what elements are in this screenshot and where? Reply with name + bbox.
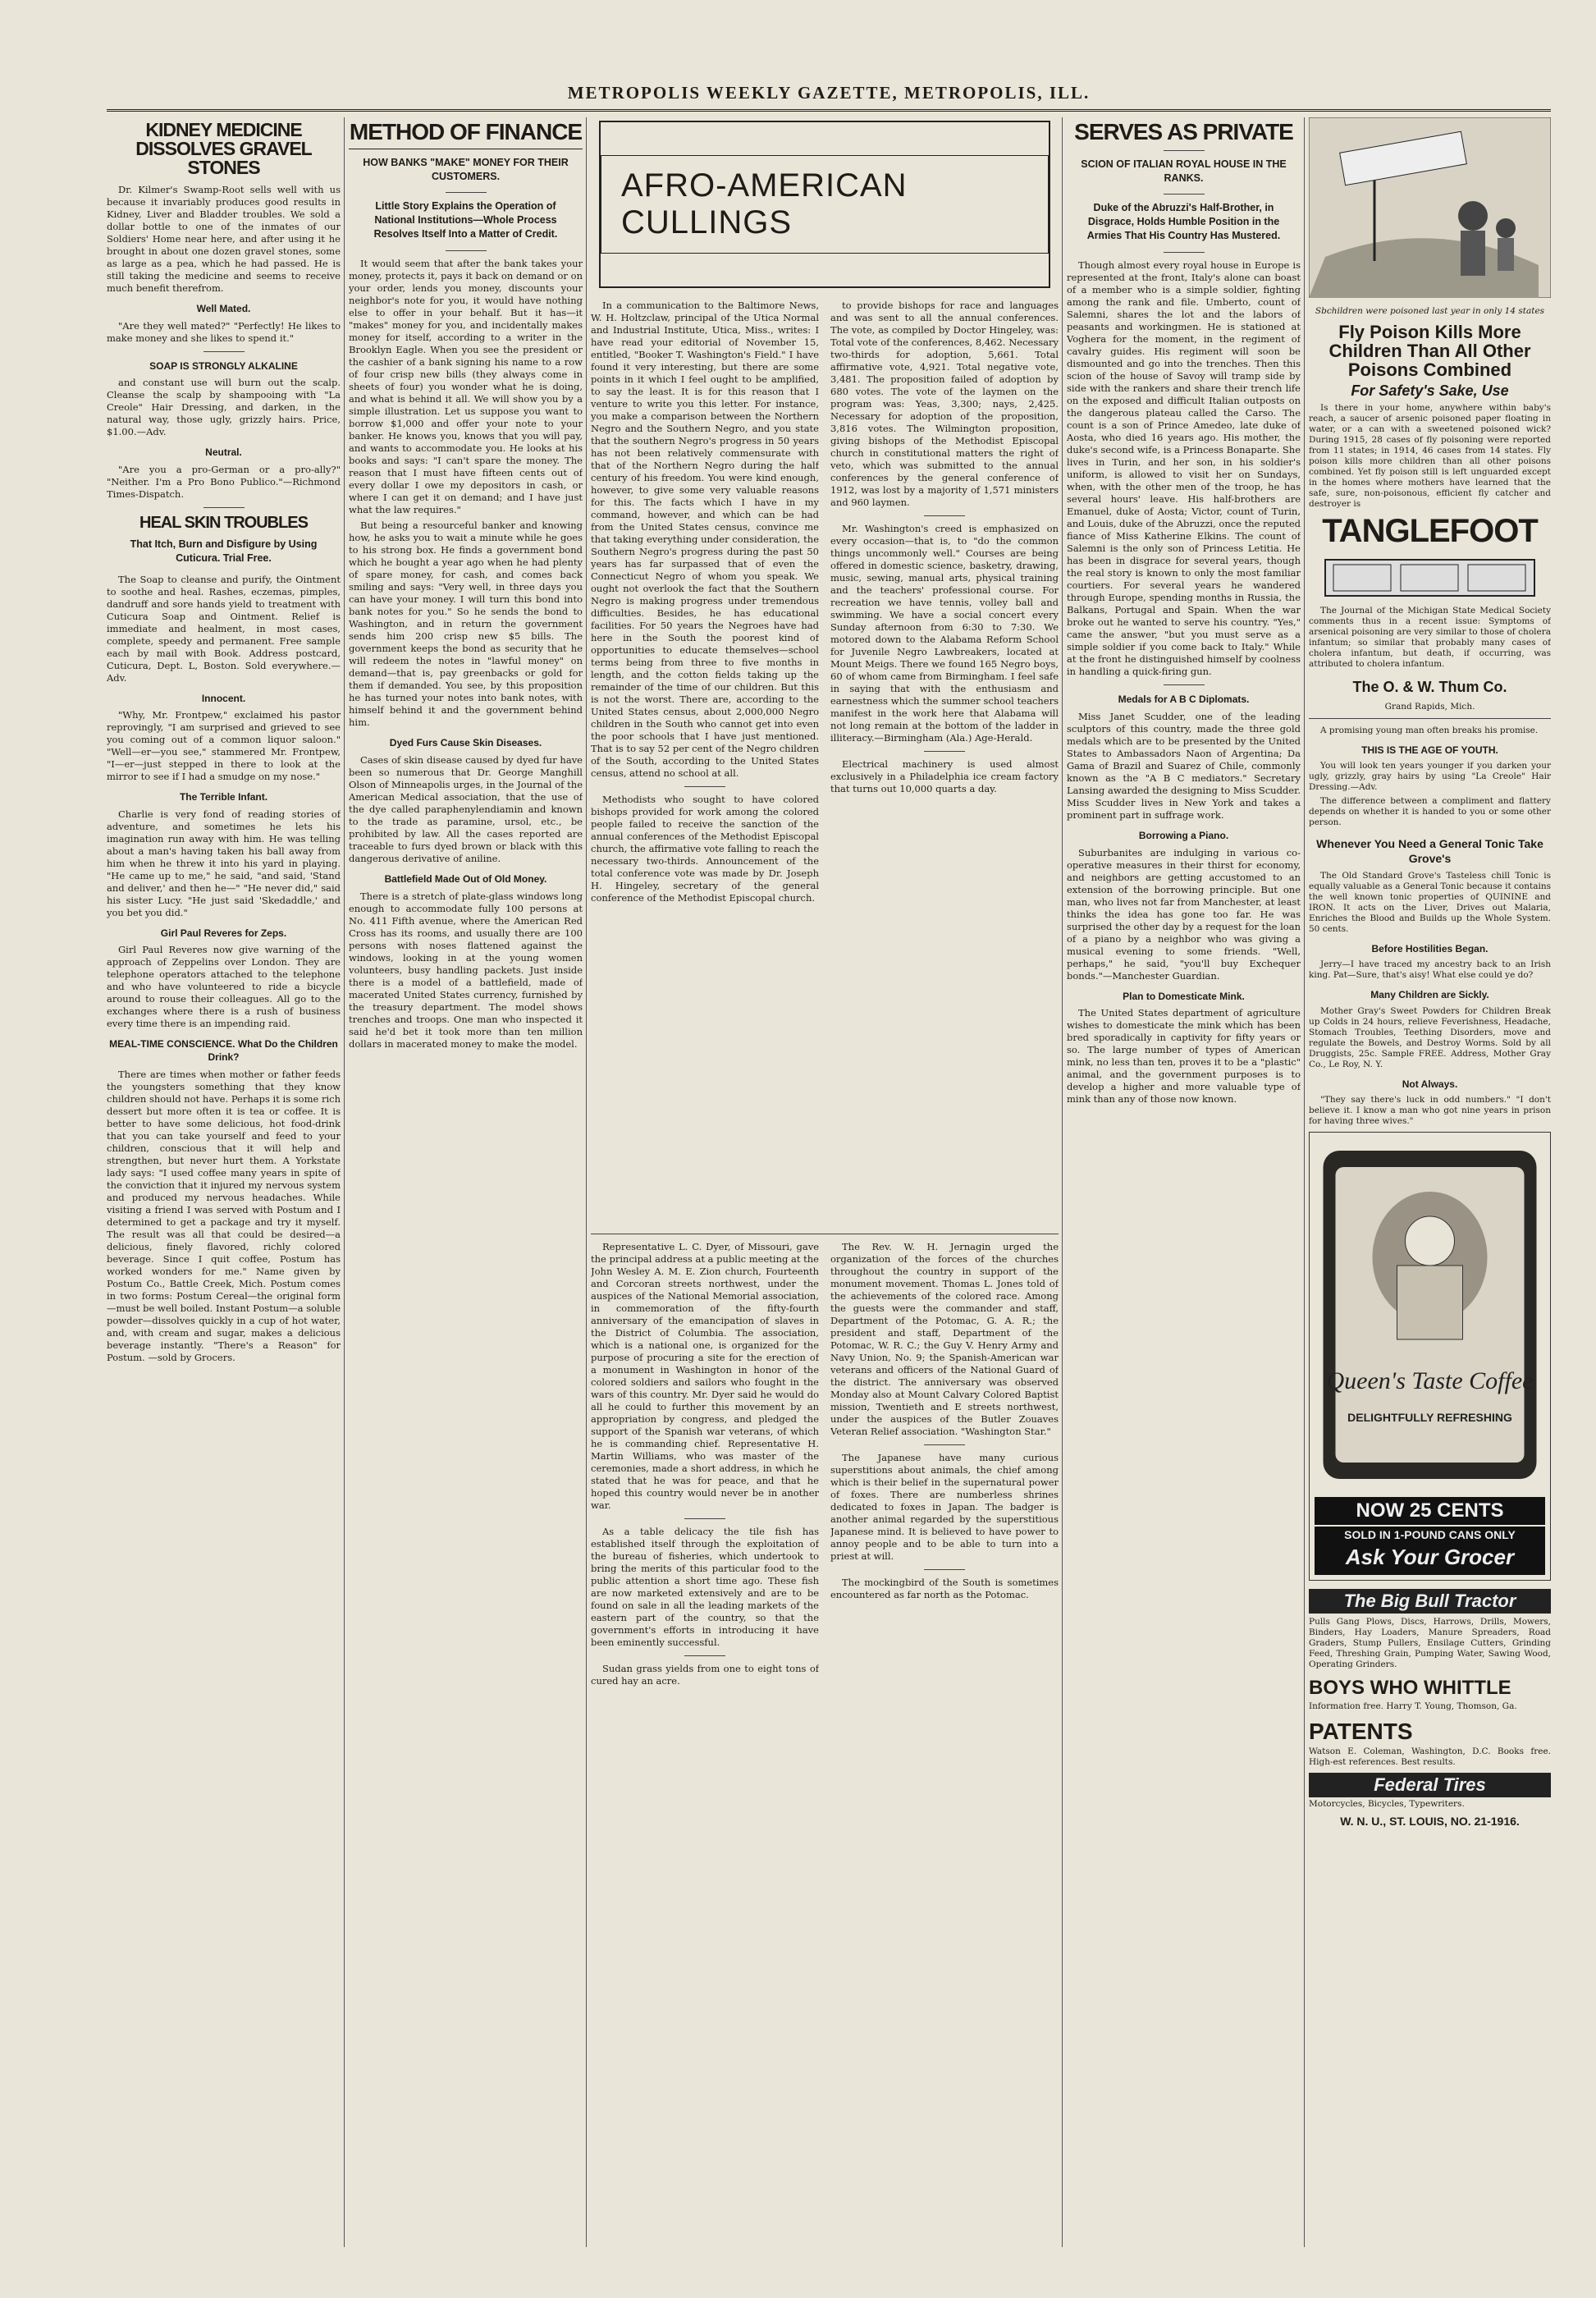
cullings-bottom-right-3: The mockingbird of the South is sometimes encountered as far north as the Potomac. <box>830 1577 1059 1600</box>
finance-deck: Little Story Explains the Operation of National Institutions—Whole Process Resolves Itself Into a Matter of Credit. <box>373 199 558 240</box>
kidney-headline: KIDNEY MEDICINE DISSOLVES GRAVEL STONES <box>135 119 312 178</box>
divider <box>924 1444 965 1445</box>
mink-text: The United States department of agriculture wishes to domesticate the mink which has been bred sporadically in captivity for fifty years or so. The large number of types of American mink, no less than ten, proves it to be a "plastic" animal, and the government purposes is to develop a higher and more valuable type of mink than any of those now known. <box>1067 1007 1301 1106</box>
battlefield-heading: Battlefield Made Out of Old Money. <box>384 872 547 885</box>
cullings-bottom-left-1: Representative L. C. Dyer, of Missouri, gave the principal address at a public meeting at the John Wesley A. M. E. Zion church, Fourteenth and Corcoran streets northwest, under the auspices of the National Memorial association, in commemoration of the fifty-fourth anniversary of the emancipation of slaves in the District of Columbia. The association, which is a national one, is organized for the purpose of procuring a site for the erection of a monument in Washington in honor of the colored soldiers and sailors who fought in the wars of this country. Mr. Dyer said he would do all he could to further this movement by an appropriation by congress, and pledged the support of the Spanish war veterans, of which he is commanding chief. Representative H. Martin Williams, who was master of the ceremonies, made a short address, in which he stated that he was for peace, and that he hoped this country would never be in another war. <box>591 1241 819 1511</box>
neutral-heading: Neutral. <box>205 446 242 459</box>
divider <box>446 192 487 193</box>
furs-text: Cases of skin disease caused by dyed fur have been so numerous that Dr. George Manghill Olson of Minneapolis urges, in the Journal of the American Medical association, that the use of the dye called paraphenylendiamin and known to the trade as paramine, ursol, etc., be prohibited by law. All the cases reported are traceable to furs dyed brown or black with this dangerous derivative of aniline. <box>349 753 583 864</box>
heal-text: The Soap to cleanse and purify, the Ointment to soothe and heal. Rashes, eczemas, pimples, dandruff and sore hands yield to treatment with Cuticura Soap and Ointment. Relief is immediate and healment, in most cases, complete, speedy and permanent. Free sample each by mail with Book. Address postcard, Cuticura, Dept. L, Boston. Sold everywhere.—Adv. <box>107 573 341 684</box>
cullings-title: AFRO-AMERICAN CULLINGS <box>601 155 1049 254</box>
innocent-text: "Why, Mr. Frontpew," exclaimed his pastor reprovingly, "I am surprised and grieved to see you coming out of a common liquor saloon." "Well—er—you see," stammered Mr. Frontpew, "I—er—just stepped in there to look at the mirror to see if I had a smudge on my nose." <box>107 709 341 783</box>
cullings-right-2: Mr. Washington's creed is emphasized on every occasion—that is, to "do the common things uncommonly well." Courses are being offered in domestic science, basketry, drawing, music, sewing, manual arts, physical training and the teachers' professional course. For recreation we have tennis, volley ball and swimming. We have a social concert every Sunday afternoon from 6:30 to 7:30. We motored down to the Alabama Reform School for Juvenile Negro Lawbreakers, located at Mount Meigs. There we found 165 Negro boys, 60 of whom came from Birmingham. I feel safe in saying that with the enthusiasm and earnestness which the summer school teachers manifest in the work here that Alabama will not long remain at the bottom of the ladder in illiteracy.—Birmingham (Ala.) Age-Herald. <box>830 523 1059 744</box>
divider <box>446 250 487 251</box>
infant-text: Charlie is very fond of reading stories of adventure, and sometimes he lets his imagination run away with him. He was telling about a man's having taken his ball away from him when he threw it into his yard in playing. "He came up to me," he said, "and said, 'Stand and deliver,' and then he—" "He never did," said his sister Lucy. "He just said 'Skedaddle,' and you bet you did." <box>107 808 341 918</box>
innocent-heading: Innocent. <box>201 692 246 704</box>
piano-heading: Borrowing a Piano. <box>1138 829 1229 841</box>
column-rule <box>1062 117 1063 2247</box>
tonic-text: The Old Standard Grove's Tasteless chill Tonic is equally valuable as a General Tonic because it contains the well known tonic properties of QUININE and IRON. It acts on the Liver, Drives out Malaria, Enriches the Blood and Builds up the Whole System. 50 cents. <box>1309 870 1551 934</box>
bull-tractor-headline: The Big Bull Tractor <box>1309 1589 1551 1614</box>
soap-text: and constant use will burn out the scalp. Cleanse the scalp by shampooing with "La Creole" Hair Dressing, and darken, in the natural way, those ugly, grizzly hairs. Price, $1.00.—Adv. <box>107 377 341 438</box>
page-footer: W. N. U., ST. LOUIS, NO. 21-1916. <box>1340 1815 1520 1829</box>
coffee-ad <box>1309 1132 1551 1581</box>
fly-poison-illustration <box>1309 117 1551 298</box>
private-subhead: SCION OF ITALIAN ROYAL HOUSE IN THE RANKS. <box>1081 158 1287 184</box>
girl-heading: Girl Paul Reveres for Zeps. <box>160 927 287 939</box>
piano-text: Suburbanites are indulging in various co-operative measures in their thirst for economy, and neighbors are getting accustomed to an extension of the borrowing principle. But one man, who lives not far from Manchester, at least thinks the idea has gone too far. He was surprised the other day by a request for the loan of a piano by a neighbor who was giving a musical evening to some friends. "Well, perhaps," he said, "you'll buy Exchequer bonds."—Manchester Guardian. <box>1067 846 1301 982</box>
divider <box>924 1569 965 1570</box>
column-rule <box>344 117 345 2247</box>
bull-tractor-text: Pulls Gang Plows, Discs, Harrows, Drills, Mowers, Binders, Hay Loaders, Manure Spreaders, Road Graders, Stump Pullers, Ensilage Cutters, Grinding Feed, Threshing Grain, Pumping Water, Sawing Wood, Operating Grinders. <box>1309 1617 1551 1670</box>
soap-heading: SOAP IS STRONGLY ALKALINE <box>149 359 298 372</box>
battlefield-text: There is a stretch of plate-glass windows long enough to accommodate fully 100 persons at No. 411 Fifth avenue, where the American Red Cross has its rooms, and usually there are 100 persons with noses flattened against the windows, looking in at the young women volunteers, busy handling packets. Just inside there is a model of a battlefield, made of macerated United States currency, furnished by the treasury department. The model shows trenches and troops. One man who inspected it said he'd bet it took more than ten million dollars in macerated money to make the model. <box>349 890 583 1050</box>
promise-text: A promising young man often breaks his promise. <box>1320 725 1539 735</box>
always-heading: Not Always. <box>1402 1078 1458 1090</box>
coffee-ask-grocer: Ask Your Grocer <box>1315 1543 1545 1575</box>
divider <box>924 751 965 752</box>
masthead: METROPOLIS WEEKLY GAZETTE, METROPOLIS, ILL. <box>107 78 1551 112</box>
column-1 <box>107 117 341 2251</box>
sickly-heading: Many Children are Sickly. <box>1370 989 1489 1001</box>
journal-text: The Journal of the Michigan State Medical Society comments thus in a recent issue: Symptoms of arsenical poisoning are very similar to those of cholera infantum; so similar that probably many cases of cholera infantum, but death, if occurring, was attributed to cholera infantum. <box>1309 606 1551 670</box>
cullings-bottom-left-3: Sudan grass yields from one to eight tons of cured hay an acre. <box>591 1663 819 1687</box>
coffee-sold-info: SOLD IN 1-POUND CANS ONLY <box>1315 1527 1545 1543</box>
finance-text-2: But being a resourceful banker and knowing how, he asks you to wait a minute while he goes to his strong box. He finds a government bond which he bought a year ago when he had plenty of spare money, for cash, and comes back smiling and says: "Very well, in three days you can have your money. I will turn this bond into bank notes for you." So he sends the bond to Washington, and in return the government sends him 200 crisp new $5 bills. The government keeps the bond as security that he will redeem the notes in "lawful money" on demand—that is, pay greenbacks or gold for them if demanded. You see, by this proposition he has turned your notes into bank notes, with himself behind it and the government behind him. <box>349 520 583 729</box>
cullings-right-1: to provide bishops for race and languages and was sent to all the annual conferences. The vote, as compiled by Doctor Hingeley, was: Total vote of the conferences, 8,462. Necessary two-thirds for adoption, 5,661. Total affirmative vote, 4,921. Total negative vote, 3,481. The proposition failed of adoption by 680 votes. The vote of the laymen on the program was: Yeas, 3,300; nays, 2,425. Necessary for adoption of the proposition, 3,816 votes. The Wilmington proposition, giving bishops of the Methodist Episcopal church in constitutional matters the right of veto, which was submitted to the annual conferences by the general conference of 1912, was lost by a majority of 1,571 ministers and 960 laymen. <box>830 300 1059 508</box>
finance-subhead: HOW BANKS "MAKE" MONEY FOR THEIR CUSTOMERS. <box>363 157 569 182</box>
boys-whittle-text: Information free. Harry T. Young, Thomson, Ga. <box>1309 1701 1517 1712</box>
cullings-columns <box>591 300 1059 1227</box>
tonic-heading: Whenever You Need a General Tonic Take Grove's <box>1316 837 1543 866</box>
federal-tires-headline: Federal Tires <box>1309 1773 1551 1797</box>
sickly-text: Mother Gray's Sweet Powders for Children Break up Colds in 24 hours, relieve Feverishness, Headache, Stomach Troubles, Teething Disorders, move and regulate the Bowels, and Destroy Worms. Sold by all Druggists, 25c. Sample FREE. Address, Mother Gray Co., Le Roy, N. Y. <box>1309 1005 1551 1069</box>
divider <box>684 1655 725 1656</box>
cullings-bottom-right-2: The Japanese have many curious superstitions about animals, the chief among which is their belief in the supernatural power of foxes. There are numberless shrines dedicated to foxes in Japan. The badger is another animal regarded by the superstitious Japanese mind. It is believed to have power to annoy people and to be able to turn into a priest at will. <box>830 1452 1059 1562</box>
thum-company: The O. & W. Thum Co. <box>1352 679 1507 696</box>
divider <box>1309 718 1551 719</box>
meal-text: There are times when mother or father feeds the youngsters something that they know children should not have. Perhaps it is some rich dessert but more often it is tea or coffee. It is better to have some delicious, hot food-drink that you can take yourself and feed to your children, conscious that it will help and strengthen, but never hurt them. A Yorkstate lady says: "I used coffee many years in spite of the conviction that it injured my nervous system and produced my nervous headaches. While visiting a friend I was served with Postum and I determined to get a package and try it myself. The result was all that could be desired—a delicious, finely flavored, richly colored beverage. Since I quit coffee, Postum has worked wonders for me." Name given by Postum Co., Battle Creek, Mich. Postum comes in two forms: Postum Cereal—the original form—must be well boiled. Instant Postum—a soluble powder—dissolves quickly in a cup of hot water, and, with cream and sugar, makes a delicious beverage instantly. "There's a Reason" for Postum. —sold by Grocers. <box>107 1068 341 1363</box>
divider <box>684 786 725 787</box>
divider <box>684 1518 725 1519</box>
fly-poison-text: Is there in your home, anywhere within baby's reach, a saucer of arsenic poisoned paper floating in water, or a can with a sweetened poisoned wick? During 1915, 28 cases of fly poisoning were reported from 11 states; in 1914, 46 cases from 14 states. Fly poison kills more children than all other poisons combined. Yet fly poison still is left unguarded except in the homes where mothers have learned that the safe, sure, non-poisonous, efficient fly catcher and destroyer is <box>1309 403 1551 510</box>
tanglefoot-package-icon <box>1309 553 1551 602</box>
divider <box>204 351 245 352</box>
cullings-left-2: Methodists who sought to have colored bishops provided for work among the colored people failed to receive the sanction of the annual conferences of the Methodist Episcopal church, the affirmative vote falling to reach the necessary two-thirds. Announcement of the total conference vote was made by Dr. Joseph H. Hingeley, secretary of the general conference of the Methodist Episcopal church. <box>591 794 819 904</box>
kidney-article: Dr. Kilmer's Swamp-Root sells well with us because it invariably produces good results in Kidney, Liver and Bladder troubles. We sold a dollar bottle to one of the inmates of our Soldiers' Home near here, and after using it he brought in about one dozen gravel stones, some as large as a pea, which he had passed. He is still taking the medicine and seems to receive much benefit therefrom. <box>107 184 341 294</box>
boys-whittle-headline: BOYS WHO WHITTLE <box>1309 1677 1511 1700</box>
mated-heading: Well Mated. <box>196 303 251 314</box>
mink-heading: Plan to Domesticate Mink. <box>1123 990 1245 1002</box>
finance-headline: METHOD OF FINANCE <box>349 121 583 149</box>
newspaper-page <box>107 78 1551 2257</box>
divider <box>1164 684 1205 685</box>
fly-poison-subhead: For Safety's Sake, Use <box>1351 382 1509 400</box>
medals-text: Miss Janet Scudder, one of the leading sculptors of this country, made the three gold medals which are to be presented by the United States to Ambassadors Naon of Argentina; Da Gama of Brazil and Suarez of Chile, commonly known as the "A B C mediators." Secretary Lansing awarded the designing to Miss Scudder. Miss Scudder lives in New York and takes a prominent part in suffrage work. <box>1067 710 1301 821</box>
cullings-bottom-right-1: The Rev. W. H. Jernagin urged the organization of the forces of the churches throughout the country in support of the monument movement. Thomas L. Jones told of the achievements of the colored race. Among the guests were the commander and staff, Department of the Potomac, G. A. R.; the president and staff, Department of the Potomac, W. R. C.; the Guy V. Henry Army and Navy Union, No. 9; the Spanish-American war veterans and officers of the National Guard of the district. The anniversary was observed Monday also at Mount Calvary Colored Baptist mission, Twentieth and E streets northwest, under the auspices of the Butler Zouaves Veteran Relief association. "Washington Star." <box>830 1241 1059 1437</box>
column-2 <box>349 117 583 2251</box>
neutral-text: "Are you a pro-German or a pro-ally?" "Neither. I'm a Pro Bono Publico."—Richmond Times-Dispatch. <box>107 463 341 500</box>
tanglefoot-logo: TANGLEFOOT <box>1322 513 1538 550</box>
cullings-title-box <box>599 121 1050 288</box>
divider <box>1164 150 1205 151</box>
coffee-tagline-text: DELIGHTFULLY REFRESHING <box>1347 1411 1512 1425</box>
illustration-caption: Sbchildren were poisoned last year in only 14 states <box>1315 306 1545 316</box>
cullings-bottom-left-2: As a table delicacy the tile fish has established itself through the exploitation of the bureau of fisheries, which undertook to bring the merits of this particular food to the public attention a short time ago. These fish are now marketed extensively and are to be found on sale in all the leading markets of the eastern part of the country, so that the government's efforts in introducing it have been eminently successful. <box>591 1526 819 1648</box>
divider <box>1164 252 1205 253</box>
youth-text: You will look ten years younger if you darken your ugly, grizzly, gray hairs by using "La Creole" Hair Dressing.—Adv. <box>1309 761 1551 793</box>
patents-headline: PATENTS <box>1309 1719 1413 1745</box>
patents-text: Watson E. Coleman, Washington, D.C. Books free. High-est references. Best results. <box>1309 1746 1551 1768</box>
always-text: "They say there's luck in odd numbers." "I don't believe it. I know a man who got nine years in prison for having three wives." <box>1309 1095 1551 1127</box>
hostilities-heading: Before Hostilities Began. <box>1371 942 1489 954</box>
meal-heading: MEAL-TIME CONSCIENCE. What Do the Children Drink? <box>109 1038 338 1063</box>
column-rule <box>1304 117 1305 2247</box>
heal-headline: HEAL SKIN TROUBLES <box>139 513 308 532</box>
thum-location: Grand Rapids, Mich. <box>1384 701 1475 712</box>
cullings-right-3: Electrical machinery is used almost exclusively in a Philadelphia ice cream factory that turns out 10,000 quarts a day. <box>830 758 1059 794</box>
furs-heading: Dyed Furs Cause Skin Diseases. <box>389 737 542 749</box>
cullings-left-1: In a communication to the Baltimore News, W. H. Holtzclaw, principal of the Utica Normal and Industrial Institute, Utica, Miss., writes: I have read your editorial of November 15, entitled, "Booker T. Washington's Field." I have found it very interesting, but there are some points in it which I feel ought to be amplified, to say the least. It is for this reason that I venture to write you this letter. For instance, you make a comparison between the Northern Negro and the Southern Negro, and you state that the southern Negro's progress in 50 years has not been relatively commensurate with that of the Northern Negro during the half century of his freedom. You were kind enough, however, to give some very valuable reasons for this. The facts which I have in my command, however, and which can be had from the United States census, convince me that taking everything under consideration, the Southern Negro's progress during the past 50 years has far surpassed that of even the Connecticut Negro of whom you speak. We ought not overlook the fact that the Southern Negro is making progress under tremendous difficulties. Besides, he has educational facilities. For 50 years the Negroes have had here in the South the poorest kind of opportunities to educate themselves—school terms being from three to five months in length, and the cotton fields taking up the remainder of the time of our children. But this is not the worst. There are, according to the United States census, about 2,000,000 Negro children in the South who cannot get into even the poor schools that I have just mentioned. That is to say 52 per cent of the Negro children of the South, according to the United States census, attend no school at all. <box>591 300 819 779</box>
hostilities-text: Jerry—I have traced my ancestry back to an Irish king. Pat—Sure, that's aisy! What else could ye do? <box>1309 959 1551 981</box>
coffee-can-illustration <box>1315 1142 1545 1487</box>
coffee-price: NOW 25 CENTS <box>1315 1497 1545 1525</box>
column-3 <box>591 117 1059 2251</box>
column-5-ads <box>1309 117 1551 2251</box>
youth-heading: THIS IS THE AGE OF YOUTH. <box>1361 744 1498 756</box>
difference-text: The difference between a compliment and flattery depends on whether it is handed to you or some other person. <box>1309 796 1551 828</box>
heal-subhead: That Itch, Burn and Disfigure by Using Cuticura. Trial Free. <box>130 538 318 564</box>
cullings-bottom-columns <box>591 1241 1059 2226</box>
private-headline: SERVES AS PRIVATE <box>1074 119 1293 144</box>
divider <box>924 515 965 516</box>
column-4 <box>1067 117 1301 2251</box>
medals-heading: Medals for A B C Diplomats. <box>1118 694 1250 706</box>
column-rule <box>586 117 587 2247</box>
private-text: Though almost every royal house in Europe is represented at the front, Italy's alone can boast of a member who is a simple soldier, fighting among the rank and file. Umberto, count of Salemni, shares the lot and the labors of peasants and workingmen. He is stationed at Voghera for the moment, in the regiment of cavalry guides. His regiment will soon be dismounted and go into the trenches. Then this scion of the house of Savoy will tramp side by side with the rankers and share their trench life on the exposed and difficult Italian outposts on the dangerous plateau called the Carso. The count is a son of Prince Amedeo, late duke of Aosta, who died 16 years ago. His mother, the duke's second wife, is a Princess Bonaparte. She lives in Turin, and her son, in his soldier's uniform, is allowed to visit her on Sundays, when, with the other men of the troop, he has several hours' leave. His half-brothers are Emanuel, duke of Aosta; Victor, count of Turin, and Louis, duke of the Abruzzi, once the reputed fiance of Miss Katherine Elkins. The count of Salemni is the only son of Princess Letitia. He has been in disgrace for several years, though the real story is known to only the most familiar courtiers. For several years he wandered through Europe, spending months in Russia, the Balkans, Portugal and Spain. When the war broke out he wanted to serve his country. "Yes," came the answer, "but you must serve as a simple soldier if you come back to Italy." While at the front he distinguished himself by coolness in handling a quick-firing gun. <box>1067 259 1301 678</box>
infant-heading: The Terrible Infant. <box>179 791 268 803</box>
motorcycles-text: Motorcycles, Bicycles, Typewriters. <box>1309 1799 1465 1810</box>
divider <box>204 507 245 508</box>
coffee-brand-text: Queen's Taste Coffee <box>1326 1367 1534 1395</box>
finance-text-1: It would seem that after the bank takes your money, protects it, pays it back on demand or on your order, lends you money, discounts your neighbor's note for you, it would have nothing else to offer in your behalf. But it has—it "makes" money for you, and incidentally makes money for itself, according to a writer in the Brooklyn Eagle. When you see the president or the cashier of a bank signing his name to a row of four crisp new bills (they always come in sheets of four) you wonder what he is doing, and what is behind it all. We will show you by a simple illustration. Let us suppose you want to borrow $1,000 and offer your note to your banker. He knows you, knows that you will pay, and wants to accommodate you. He looks at his books and says: "I can't spare the money. The reason that I must have fifteen cents out of every dollar I owe my depositors in cash, or where I can get it on demand; and I have just what the law requires." <box>349 258 583 516</box>
private-deck: Duke of the Abruzzi's Half-Brother, in Disgrace, Holds Humble Position in the Armies That His Country Has Mustered. <box>1086 201 1281 241</box>
mated-text: "Are they well mated?" "Perfectly! He likes to make money and she likes to spend it." <box>107 319 341 344</box>
divider <box>1164 194 1205 195</box>
girl-text: Girl Paul Reveres now give warning of the approach of Zeppelins over London. They are telephone operators attached to the telephone and who have volunteered to ride a bicycle around to rouse their colleagues. All go to the exchanges where there is a rush of business every time there is an impending raid. <box>107 944 341 1030</box>
fly-poison-headline: Fly Poison Kills More Children Than All Other Poisons Combined <box>1328 322 1531 381</box>
